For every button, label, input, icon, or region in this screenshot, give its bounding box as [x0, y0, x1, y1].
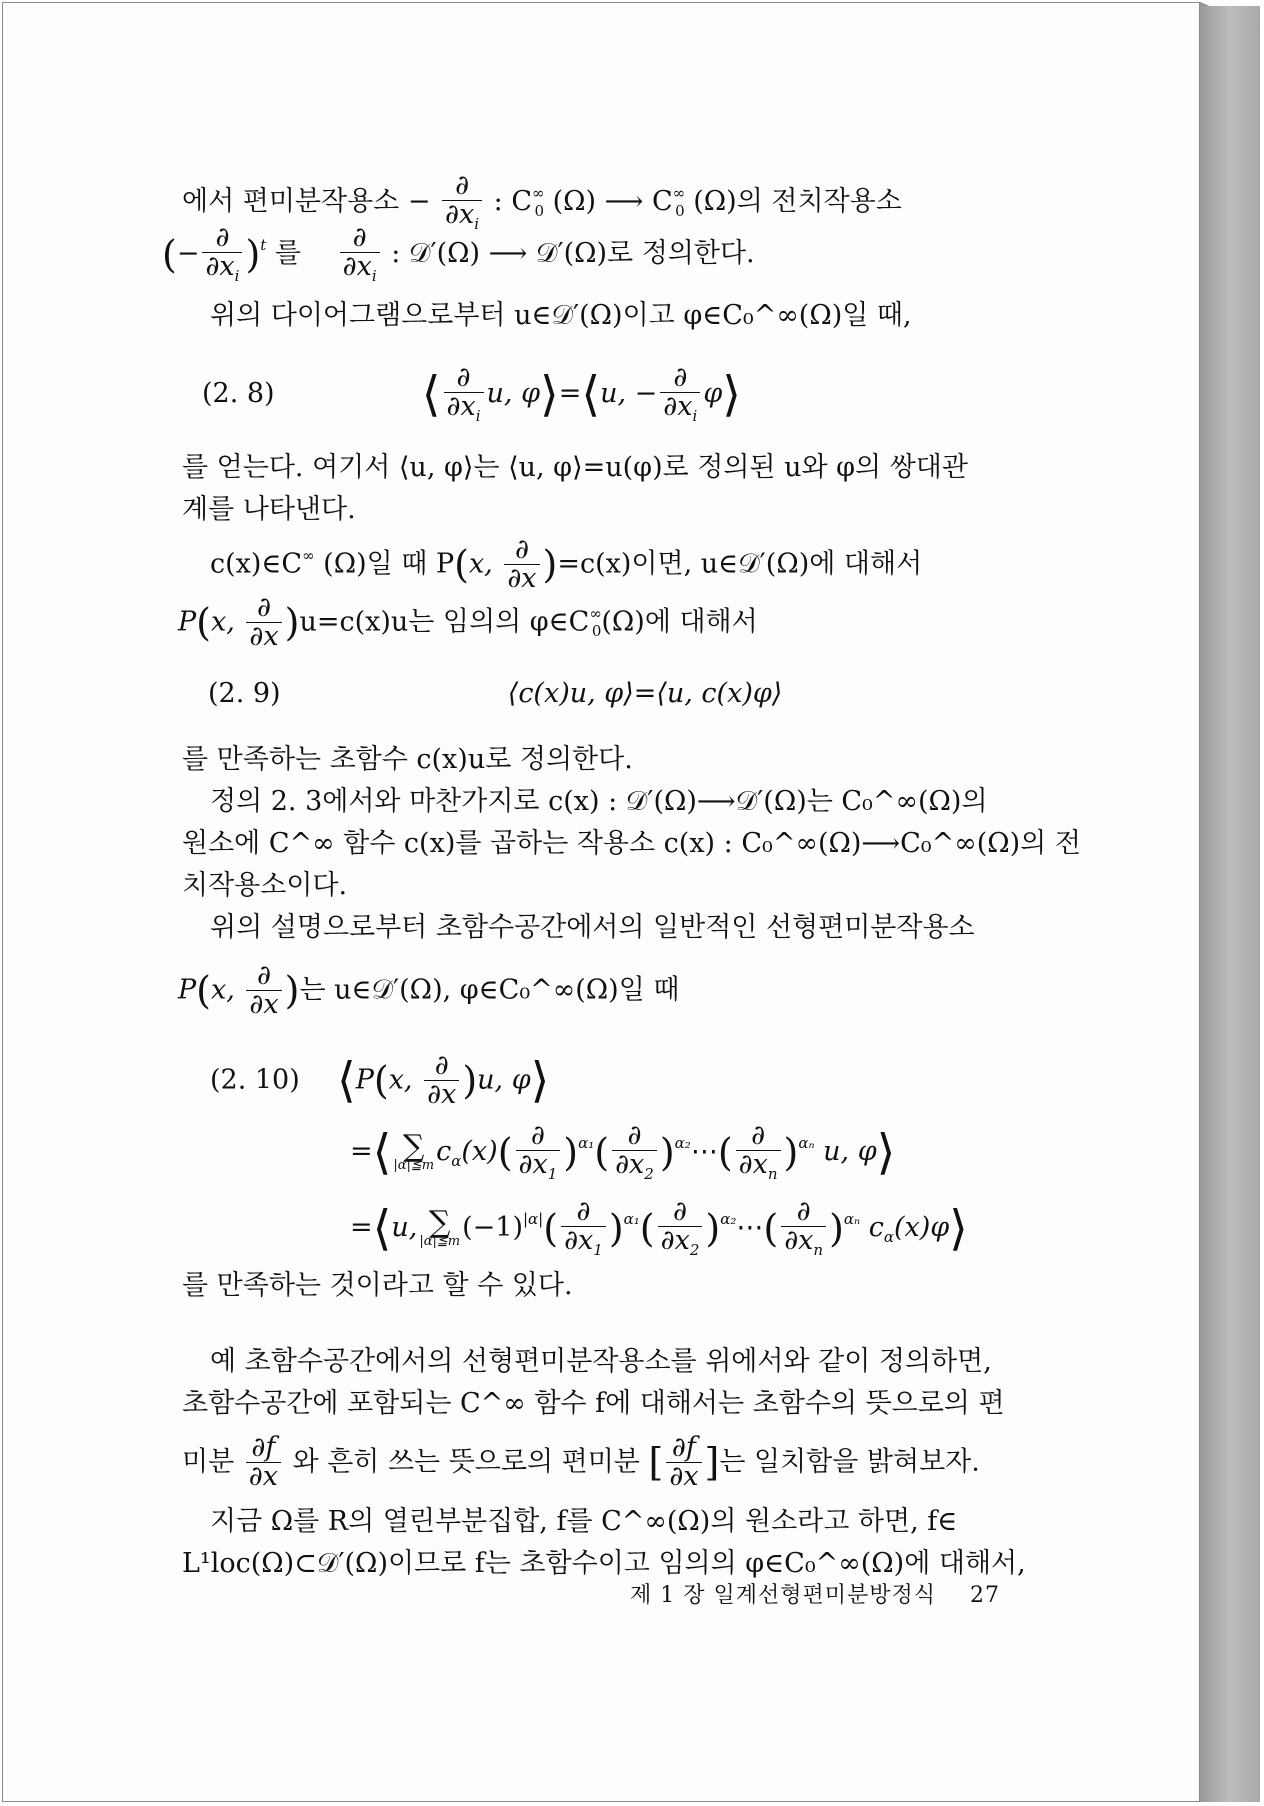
text-span: (Ω)에 대해서	[601, 606, 758, 638]
partial-fraction: $\frac{\partial}{\partial x_i}$	[442, 172, 482, 233]
text-line-13: 치작용소이다.	[182, 870, 348, 901]
page-footer	[630, 1578, 1000, 1609]
text-span: : C	[493, 186, 532, 218]
text-line-24: L¹loc(Ω)⊂𝒟′(Ω)이므로 f는 초함수이고 임의의 φ∈C₀^∞(Ω)에 대해서,	[182, 1548, 1026, 1579]
text-line-14: 위의 설명으로부터 초함수공간에서의 일반적인 선형편미분작용소	[210, 912, 975, 943]
text-line-12: 원소에 C^∞ 함수 c(x)를 곱하는 작용소 c(x) : C₀^∞(Ω)⟶C₀^∞(Ω)의 전	[182, 828, 1081, 859]
text-line-1: 에서 편미분작용소 − $\frac{\partial}{\partial x_i}$ : $C^\infty_0$ (Ω) ⟶ $C^\infty_0$ (Ω)의 전치작용소	[182, 170, 902, 234]
text-span: =c(x)이면, u∈𝒟′(Ω)에 대해서	[557, 548, 923, 580]
text-span: 에서 편미분작용소 −	[182, 186, 431, 218]
text-span: (Ω)일 때 P	[323, 548, 455, 580]
text-span: (Ω)의 전치작용소	[693, 186, 902, 218]
equation-2-10-line-3: =⟨u, ∑ |α|≦m $(-1)^{|\alpha|}$( $\frac{\partial}{\partial x_1}$ )$^{\alpha_1}$( $\frac{\partial}{\partial x_2}$ )$^{\alpha_2}$⋯( $\frac{\partial}{\partial x_n}$ )$^{\alpha_n}$ $c_\alpha(x)\varphi⟩$	[350, 1196, 968, 1260]
equation-number: (2. 8)	[202, 378, 275, 410]
text-line-11: 정의 2. 3에서와 마찬가지로 c(x) : 𝒟′(Ω)⟶𝒟′(Ω)는 C₀^∞(Ω)의	[210, 786, 988, 817]
text-line-20: 예 초함수공간에서의 선형편미분작용소를 위에서와 같이 정의하면,	[210, 1346, 992, 1377]
text-line-21: 초함수공간에 포함되는 C^∞ 함수 f에 대해서는 초함수의 뜻으로의 편	[182, 1388, 1005, 1419]
text-line-15: P(x, $\frac{\partial}{\partial x}$ )는 u∈𝒟′(Ω), φ∈C₀^∞(Ω)일 때	[178, 960, 680, 1021]
equation-number: (2. 9)	[208, 678, 281, 709]
text-span: u=c(x)u는 임의의 φ∈C	[299, 606, 590, 638]
text-span: (Ω) ⟶ C	[552, 186, 673, 218]
text-span: 는 u∈𝒟′(Ω), φ∈C₀^∞(Ω)일 때	[299, 974, 680, 1006]
text-line-8: P(x, $\frac{\partial}{\partial x}$ )u=c(x)u는 임의의 $\varphi\in C^\infty_0(\Omega)$에 대해서	[178, 592, 758, 653]
text-line-6: 계를 나타낸다.	[182, 494, 356, 525]
running-footer-chapter: 제 1 장 일계선형편미분방정식	[630, 1583, 937, 1608]
text-line-19: 를 만족하는 것이라고 할 수 있다.	[182, 1270, 573, 1301]
equation-2-8: (2. 8) ⟨ $\frac{\partial}{\partial x_i}$ u, φ⟩=⟨u, − $\frac{\partial}{\partial x_i}$ φ⟩	[202, 362, 741, 426]
text-span: c(x)∈C	[210, 548, 303, 580]
equation-number: (2. 10)	[210, 1064, 300, 1096]
text-line-5: 를 얻는다. 여기서 ⟨u, φ⟩는 ⟨u, φ⟩=u(φ)로 정의된 u와 φ의 쌍대관	[182, 452, 968, 483]
text-line-10: 를 만족하는 초함수 c(x)u로 정의한다.	[182, 744, 633, 775]
text-line-3: 위의 다이어그램으로부터 u∈𝒟′(Ω)이고 φ∈C₀^∞(Ω)일 때,	[210, 300, 912, 331]
text-span: 를	[274, 238, 302, 270]
text-span: 와 흔히 쓰는 뜻으로의 편미분	[292, 1446, 640, 1478]
book-edge-side	[1200, 6, 1260, 1802]
text-line-2: (− $\frac{\partial}{\partial x_i}$ )$^t$ 를 $\frac{\partial}{\partial x_i}$ : 𝒟′(Ω) ⟶ 𝒟′(Ω)로 정의한다.	[162, 222, 755, 286]
text-line-22: 미분 $\frac{\partial f}{\partial x}$ 와 흔히 쓰는 뜻으로의 편미분 [ $\frac{\partial f}{\partial x}$ ]는 일치함을 밝혀보자.	[182, 1432, 980, 1493]
text-span: 미분	[182, 1446, 235, 1478]
page-number: 27	[970, 1583, 1001, 1608]
text-span: : 𝒟′(Ω) ⟶ 𝒟′(Ω)로 정의한다.	[391, 238, 755, 270]
equation-2-10-line-2: =⟨ ∑ |α|≦m $c_\alpha(x)$( $\frac{\partial}{\partial x_1}$ )$^{\alpha_1}$( $\frac{\partial}{\partial x_2}$ )$^{\alpha_2}$⋯( $\frac{\partial}{\partial x_n}$ )$^{\alpha_n}$ u, φ⟩	[350, 1120, 896, 1184]
equation-2-10-line-1: (2. 10) ⟨P(x, $\frac{\partial}{\partial x}$ )u, φ⟩	[210, 1050, 550, 1111]
text-line-7: c(x)∈C∞ (Ω)일 때 P(x, $\frac{\partial}{\partial x}$ )=c(x)이면, u∈𝒟′(Ω)에 대해서	[210, 534, 923, 595]
equation-2-9	[208, 680, 782, 707]
text-span: 는 일치함을 밝혀보자.	[719, 1446, 980, 1478]
equation-body: ⟨c(x)u, φ⟩=⟨u, c(x)φ⟩	[507, 678, 783, 709]
text-line-23: 지금 Ω를 R의 열린부분집합, f를 C^∞(Ω)의 원소라고 하면, f∈	[210, 1506, 958, 1537]
